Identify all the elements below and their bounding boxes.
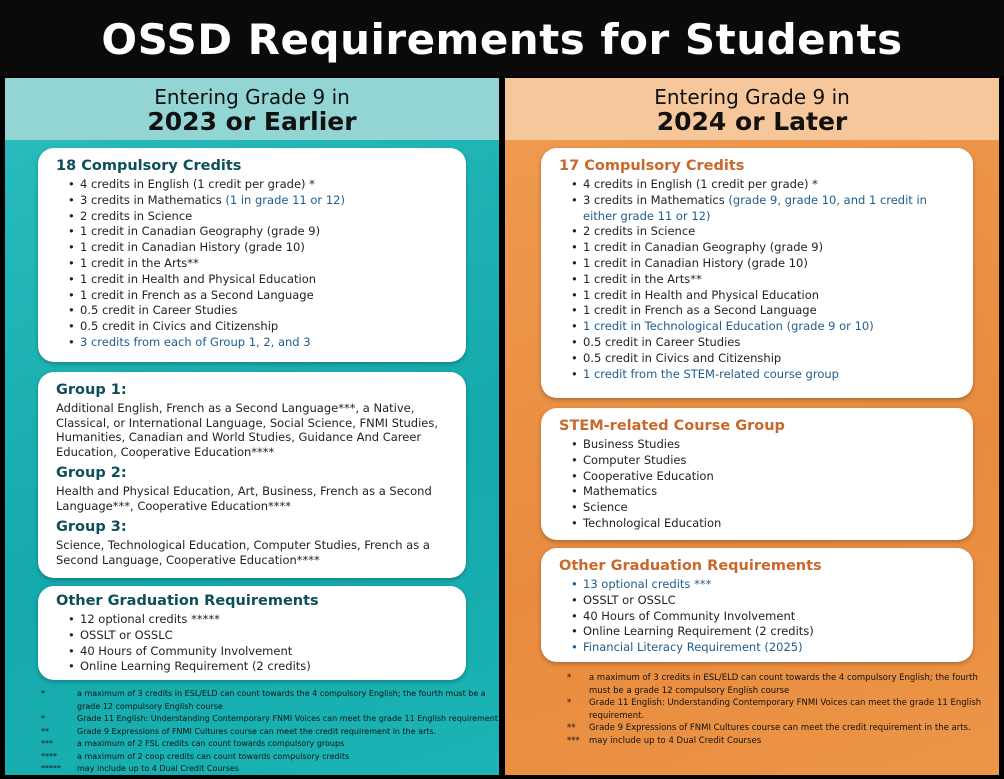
footnote-text: Grade 11 English: Understanding Contemporary FNMI Voices can meet the grade 11 English requirement. bbox=[77, 714, 501, 723]
stem-list bbox=[559, 437, 955, 532]
list-item: • Science bbox=[571, 500, 955, 516]
item-note: 1 credit from the STEM-related course group bbox=[583, 366, 839, 381]
item-text: 1 credit in Canadian Geography (grade 9) bbox=[583, 240, 824, 255]
list-item: • Mathematics bbox=[571, 484, 955, 500]
footnote-mark: * bbox=[567, 673, 572, 683]
footnote-mark: *** bbox=[567, 735, 580, 746]
header-line2: 2023 or Earlier bbox=[147, 107, 357, 136]
list-item: • OSSLT or OSSLC bbox=[571, 593, 955, 609]
panel-header bbox=[505, 78, 999, 140]
list-item bbox=[571, 272, 955, 288]
header-line1: Entering Grade 9 in bbox=[154, 85, 350, 109]
other-requirements-card bbox=[38, 586, 466, 680]
item-text: 1 credit in Canadian History (grade 10) bbox=[80, 240, 305, 255]
item-note: (1 in grade 11 or 12) bbox=[225, 192, 345, 207]
list-item: • 12 optional credits ***** bbox=[68, 612, 448, 628]
item-note: 1 credit in Technological Education (grade 9 or 10) bbox=[583, 319, 874, 334]
list-item bbox=[68, 256, 448, 272]
item-text: 2 credits in Science bbox=[80, 208, 193, 223]
list-item bbox=[571, 177, 955, 193]
list-item: • 40 Hours of Community Involvement bbox=[571, 609, 955, 625]
group-text: Additional English, French as a Second Language***, a Native, Classical, or International Language, Social Science, FNMI Studies, Humanities, Canadian and World Studies, Guidance And Career Education, Cooperative Education**** bbox=[56, 401, 439, 459]
footnote-mark: ** bbox=[41, 726, 49, 736]
item-text: 4 credits in English (1 credit per grade) * bbox=[583, 177, 818, 191]
list-item bbox=[571, 240, 955, 256]
list-item bbox=[571, 319, 955, 335]
item-text: 1 credit in the Arts** bbox=[80, 255, 199, 270]
group-heading: Group 1: bbox=[56, 382, 127, 398]
footnote-text: a maximum of 2 coop credits can count towards compulsory credits bbox=[77, 751, 350, 761]
footnote bbox=[41, 713, 501, 726]
other-list bbox=[559, 577, 955, 656]
item-note: (grade 9, grade 10, and 1 credit in either grade 11 or 12) bbox=[583, 192, 927, 223]
footnote-text: a maximum of 2 FSL credits can count towards compulsory groups bbox=[77, 739, 345, 748]
card-heading: Other Graduation Requirements bbox=[559, 558, 822, 574]
footnote bbox=[41, 751, 501, 764]
group-heading: Group 3: bbox=[56, 519, 127, 535]
footnote bbox=[567, 672, 987, 697]
list-item bbox=[68, 209, 448, 225]
footnote-mark: ***** bbox=[41, 764, 61, 773]
other-list bbox=[56, 612, 448, 675]
item-note: 3 credits from each of Group 1, 2, and 3 bbox=[80, 334, 311, 349]
list-item bbox=[68, 303, 448, 319]
compulsory-credits-card bbox=[541, 148, 973, 398]
stem-group-card bbox=[541, 408, 973, 540]
footnotes bbox=[567, 672, 987, 747]
list-item bbox=[571, 303, 955, 319]
panel-header bbox=[5, 78, 499, 140]
group-text: Health and Physical Education, Art, Business, French as a Second Language***, Cooperative Education**** bbox=[56, 484, 432, 513]
groups-card bbox=[38, 372, 466, 578]
list-item bbox=[68, 288, 448, 304]
panel-2024-or-later bbox=[505, 78, 999, 775]
card-heading: 18 Compulsory Credits bbox=[56, 158, 242, 174]
list-item: • Online Learning Requirement (2 credits) bbox=[571, 624, 955, 640]
footnote bbox=[41, 726, 501, 739]
list-item bbox=[571, 193, 955, 225]
footnote bbox=[41, 688, 501, 713]
list-item bbox=[571, 351, 955, 367]
footnote-mark: *** bbox=[41, 739, 53, 748]
list-item bbox=[68, 193, 448, 209]
item-text: 0.5 credit in Career Studies bbox=[80, 303, 238, 318]
footnote-text: may include up to 4 Dual Credit Courses bbox=[77, 764, 239, 773]
item-text: 1 credit in French as a Second Language bbox=[583, 303, 817, 318]
footnotes bbox=[41, 688, 501, 776]
item-text: 0.5 credit in Civics and Citizenship bbox=[583, 350, 782, 365]
list-item: • 13 optional credits *** bbox=[571, 577, 955, 593]
list-item bbox=[68, 224, 448, 240]
header-line2: 2024 or Later bbox=[656, 107, 848, 136]
list-item: • Technological Education bbox=[571, 516, 955, 532]
list-item: • 40 Hours of Community Involvement bbox=[68, 644, 448, 660]
list-item bbox=[571, 367, 955, 383]
list-item bbox=[68, 319, 448, 335]
footnote-text: Grade 9 Expressions of FNMI Cultures course can meet the credit requirement in the arts. bbox=[77, 726, 437, 736]
footnote-mark: ** bbox=[567, 723, 576, 733]
page-title: OSSD Requirements for Students bbox=[0, 0, 1004, 76]
item-text: 3 credits in Mathematics bbox=[583, 192, 729, 207]
item-text: 1 credit in Canadian History (grade 10) bbox=[583, 255, 808, 270]
compulsory-credits-card bbox=[38, 148, 466, 362]
footnote-text: may include up to 4 Dual Credit Courses bbox=[589, 735, 762, 746]
card-heading: STEM-related Course Group bbox=[559, 418, 785, 434]
footnote bbox=[41, 763, 501, 776]
footnote bbox=[41, 738, 501, 751]
list-item bbox=[68, 335, 448, 351]
item-text: 4 credits in English (1 credit per grade) * bbox=[80, 177, 315, 191]
footnote-mark: * bbox=[41, 689, 45, 698]
list-item bbox=[571, 288, 955, 304]
footnote-mark: * bbox=[41, 714, 45, 723]
list-item: • Online Learning Requirement (2 credits) bbox=[68, 659, 448, 675]
list-item bbox=[68, 177, 448, 193]
list-item bbox=[68, 272, 448, 288]
compulsory-list bbox=[56, 177, 448, 351]
list-item bbox=[571, 335, 955, 351]
footnote bbox=[567, 735, 987, 748]
card-heading: Other Graduation Requirements bbox=[56, 593, 319, 609]
group-text: Science, Technological Education, Computer Studies, French as a Second Language, Cooperative Education**** bbox=[56, 538, 430, 567]
footnote bbox=[567, 722, 987, 735]
other-requirements-card bbox=[541, 548, 973, 662]
footnote-text: a maximum of 3 credits in ESL/ELD can count towards the 4 compulsory English; the fourth must be a grade 12 compulsory English course bbox=[77, 689, 486, 711]
footnote-mark: **** bbox=[41, 751, 57, 761]
footnote-mark: * bbox=[567, 698, 572, 708]
header-line1: Entering Grade 9 in bbox=[654, 85, 850, 109]
item-text: 1 credit in the Arts** bbox=[583, 271, 702, 286]
list-item bbox=[571, 224, 955, 240]
footnote-text: a maximum of 3 credits in ESL/ELD can count towards the 4 compulsory English; the fourth must be a grade 12 compulsory English course bbox=[589, 673, 978, 696]
item-text: 3 credits in Mathematics bbox=[80, 192, 226, 207]
panel-2023-or-earlier bbox=[5, 78, 499, 775]
list-item: • Cooperative Education bbox=[571, 469, 955, 485]
group-heading: Group 2: bbox=[56, 465, 127, 481]
item-text: 1 credit in Canadian Geography (grade 9) bbox=[80, 224, 321, 239]
list-item: • Computer Studies bbox=[571, 453, 955, 469]
compulsory-list bbox=[559, 177, 955, 382]
card-heading: 17 Compulsory Credits bbox=[559, 158, 745, 174]
footnote-text: Grade 9 Expressions of FNMI Cultures course can meet the credit requirement in the arts. bbox=[589, 723, 971, 733]
item-text: 1 credit in Health and Physical Education bbox=[583, 287, 820, 302]
footnote bbox=[567, 697, 987, 722]
footnote-text: Grade 11 English: Understanding Contemporary FNMI Voices can meet the grade 11 English requirement. bbox=[589, 698, 982, 721]
item-text: 1 credit in French as a Second Language bbox=[80, 287, 314, 302]
item-text: 0.5 credit in Civics and Citizenship bbox=[80, 319, 279, 334]
list-item bbox=[68, 240, 448, 256]
list-item bbox=[571, 256, 955, 272]
list-item: • OSSLT or OSSLC bbox=[68, 628, 448, 644]
list-item: • Business Studies bbox=[571, 437, 955, 453]
item-text: 1 credit in Health and Physical Education bbox=[80, 271, 317, 286]
item-text: 0.5 credit in Career Studies bbox=[583, 334, 741, 349]
list-item: • Financial Literacy Requirement (2025) bbox=[571, 640, 955, 656]
item-text: 2 credits in Science bbox=[583, 224, 696, 239]
